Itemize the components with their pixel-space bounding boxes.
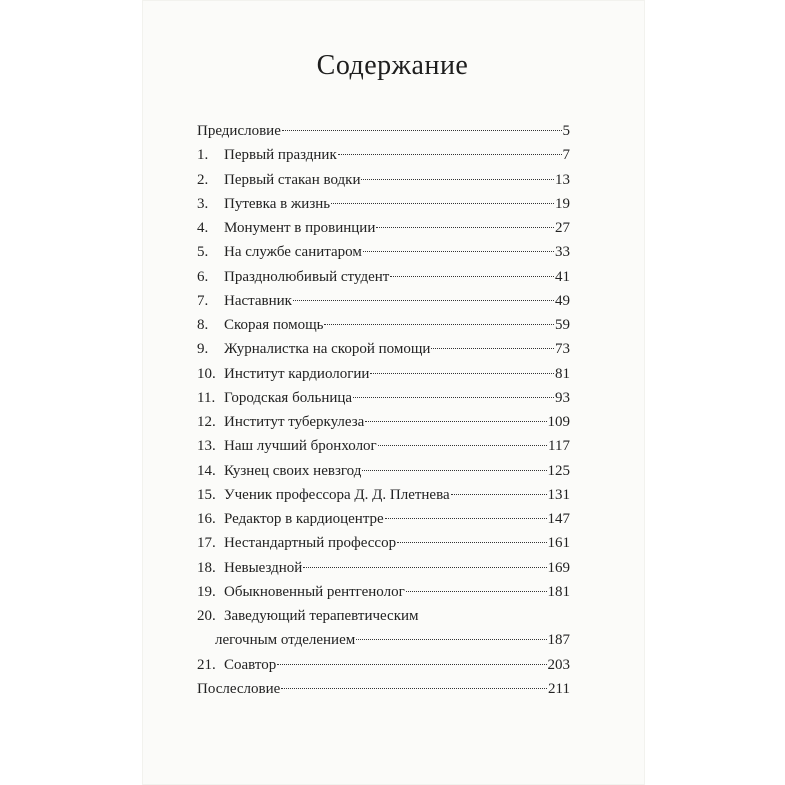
leader-dots — [353, 397, 554, 398]
leader-dots — [451, 494, 547, 495]
toc-entry-9[interactable] — [197, 337, 570, 361]
leader-dots — [281, 688, 547, 689]
toc-entry-page: 125 — [547, 462, 570, 479]
toc-entry-6[interactable] — [197, 265, 570, 289]
toc-entry-number: 3. — [197, 195, 209, 212]
toc-entry-17[interactable] — [197, 531, 570, 555]
toc-entry-afterword[interactable] — [197, 677, 570, 701]
toc-entry-label: Институт кардиологии — [224, 365, 370, 382]
toc-entry-number: 2. — [197, 171, 209, 188]
leader-dots — [324, 324, 554, 325]
page-title: Содержание — [316, 50, 469, 81]
leader-dots — [277, 664, 546, 665]
leader-dots — [431, 348, 554, 349]
toc-entry-page: 33 — [555, 244, 570, 261]
toc-entry-page: 187 — [547, 632, 570, 648]
toc-entry-label: Скорая помощь — [224, 317, 324, 333]
leader-dots — [378, 445, 547, 446]
toc-entry-page: 211 — [548, 680, 570, 697]
leader-dots — [406, 591, 547, 592]
toc-entry-label: Обыкновенный рентгенолог — [224, 583, 405, 600]
toc-entry-label: Невыездной — [224, 559, 303, 576]
toc-entry-number: 21. — [197, 656, 216, 673]
leader-dots — [390, 276, 554, 277]
toc-entry-2[interactable] — [197, 168, 570, 192]
toc-entry-label: Нестандартный профессор — [224, 535, 397, 552]
toc-entry-21[interactable] — [197, 653, 570, 677]
toc-entry-5[interactable] — [197, 240, 570, 264]
toc-entry-12[interactable] — [197, 410, 570, 434]
toc-entry-number: 11. — [197, 389, 216, 406]
toc-entry-page: 59 — [555, 317, 570, 333]
leader-dots — [303, 567, 546, 568]
leader-dots — [365, 421, 546, 422]
toc-entry-number: 10. — [197, 365, 216, 382]
toc-entry-label: Первый стакан водки — [224, 171, 361, 188]
toc-entry-number: 20. — [197, 608, 216, 624]
toc-entry-page: 49 — [555, 292, 570, 309]
toc-entry-label: Наш лучший бронхолог — [224, 438, 377, 455]
toc-entry-15[interactable] — [197, 483, 570, 507]
toc-entry-label: Ученик профессора Д. Д. Плетнева — [224, 486, 450, 503]
toc-entry-number: 1. — [197, 147, 209, 164]
toc-entry-number: 13. — [197, 438, 216, 455]
leader-dots — [362, 470, 546, 471]
toc-entry-number: 18. — [197, 559, 216, 576]
toc-entry-label: На службе санитаром — [224, 244, 362, 261]
leader-dots — [338, 154, 562, 155]
toc-entry-1[interactable] — [197, 143, 570, 167]
leader-dots — [363, 251, 554, 252]
toc-entry-page: 147 — [547, 511, 570, 527]
toc-entry-18[interactable] — [197, 556, 570, 580]
toc-entry-number: 6. — [197, 268, 209, 285]
toc-entry-page: 41 — [555, 268, 570, 285]
toc-entry-label: Наставник — [224, 292, 292, 309]
toc-entry-page: 13 — [555, 171, 570, 188]
toc-entry-page: 27 — [555, 220, 570, 236]
toc-entry-page: 161 — [547, 535, 570, 552]
toc-entry-label: Кузнец своих невзгод — [224, 462, 362, 479]
toc-entry-8[interactable] — [197, 313, 570, 337]
toc-entry-number: 16. — [197, 511, 216, 527]
toc-entry-page: 169 — [547, 559, 570, 576]
toc-entry-page: 93 — [555, 389, 570, 406]
toc-entry-label: Послесловие — [197, 680, 281, 697]
toc-entry-label: Празднолюбивый студент — [224, 268, 390, 285]
toc-entry-page: 19 — [555, 195, 570, 212]
toc-entry-label: Институт туберкулеза — [224, 414, 365, 430]
toc-entry-number: 15. — [197, 486, 216, 503]
leader-dots — [370, 373, 554, 374]
toc-entry-label: Заведующий терапевтическим — [224, 608, 419, 624]
toc-entry-number: 9. — [197, 341, 209, 358]
toc-entry-page: 7 — [562, 147, 570, 164]
toc-entry-label: Первый праздник — [224, 147, 337, 164]
toc-entry-foreword[interactable] — [197, 119, 570, 143]
toc-entry-11[interactable] — [197, 386, 570, 410]
toc-entry-number: 8. — [197, 317, 209, 333]
toc-entry-20[interactable] — [197, 604, 570, 653]
leader-dots — [376, 227, 554, 228]
leader-dots — [385, 518, 547, 519]
toc-entry-14[interactable] — [197, 459, 570, 483]
toc-entry-7[interactable] — [197, 289, 570, 313]
toc-entry-10[interactable] — [197, 362, 570, 386]
toc-entry-page: 81 — [555, 365, 570, 382]
toc-entry-label: Городская больница — [224, 389, 353, 406]
leader-dots — [282, 130, 562, 131]
toc-entry-page: 5 — [562, 123, 570, 139]
toc-entry-label: Редактор в кардиоцентре — [224, 511, 384, 527]
toc-entry-label: Соавтор — [224, 656, 277, 673]
toc-entry-number: 5. — [197, 244, 209, 261]
toc-entry-label: Путевка в жизнь — [224, 195, 331, 212]
toc-entry-page: 117 — [548, 438, 570, 455]
toc-entry-number: 17. — [197, 535, 216, 552]
leader-dots — [361, 179, 554, 180]
leader-dots — [331, 203, 554, 204]
toc-entry-number: 12. — [197, 414, 216, 430]
toc-entry-number: 19. — [197, 583, 216, 600]
toc-entry-19[interactable] — [197, 580, 570, 604]
table-of-contents — [197, 119, 570, 701]
toc-entry-4[interactable] — [197, 216, 570, 240]
toc-entry-label: Журналистка на скорой помощи — [224, 341, 431, 358]
toc-entry-16[interactable] — [197, 507, 570, 531]
toc-entry-page: 181 — [547, 583, 570, 600]
toc-entry-label-continued: легочным отделением — [215, 632, 356, 648]
toc-entry-number: 14. — [197, 462, 216, 479]
toc-entry-page: 109 — [547, 414, 570, 430]
leader-dots — [397, 542, 546, 543]
toc-entry-number: 4. — [197, 220, 209, 236]
leader-dots — [356, 639, 546, 640]
toc-entry-number: 7. — [197, 292, 209, 309]
toc-entry-label: Предисловие — [197, 123, 281, 139]
toc-entry-page: 203 — [547, 656, 570, 673]
leader-dots — [293, 300, 554, 301]
toc-entry-page: 131 — [547, 486, 570, 503]
toc-entry-label: Монумент в провинции — [224, 220, 376, 236]
toc-entry-13[interactable] — [197, 434, 570, 458]
toc-entry-page: 73 — [555, 341, 570, 358]
toc-entry-3[interactable] — [197, 192, 570, 216]
